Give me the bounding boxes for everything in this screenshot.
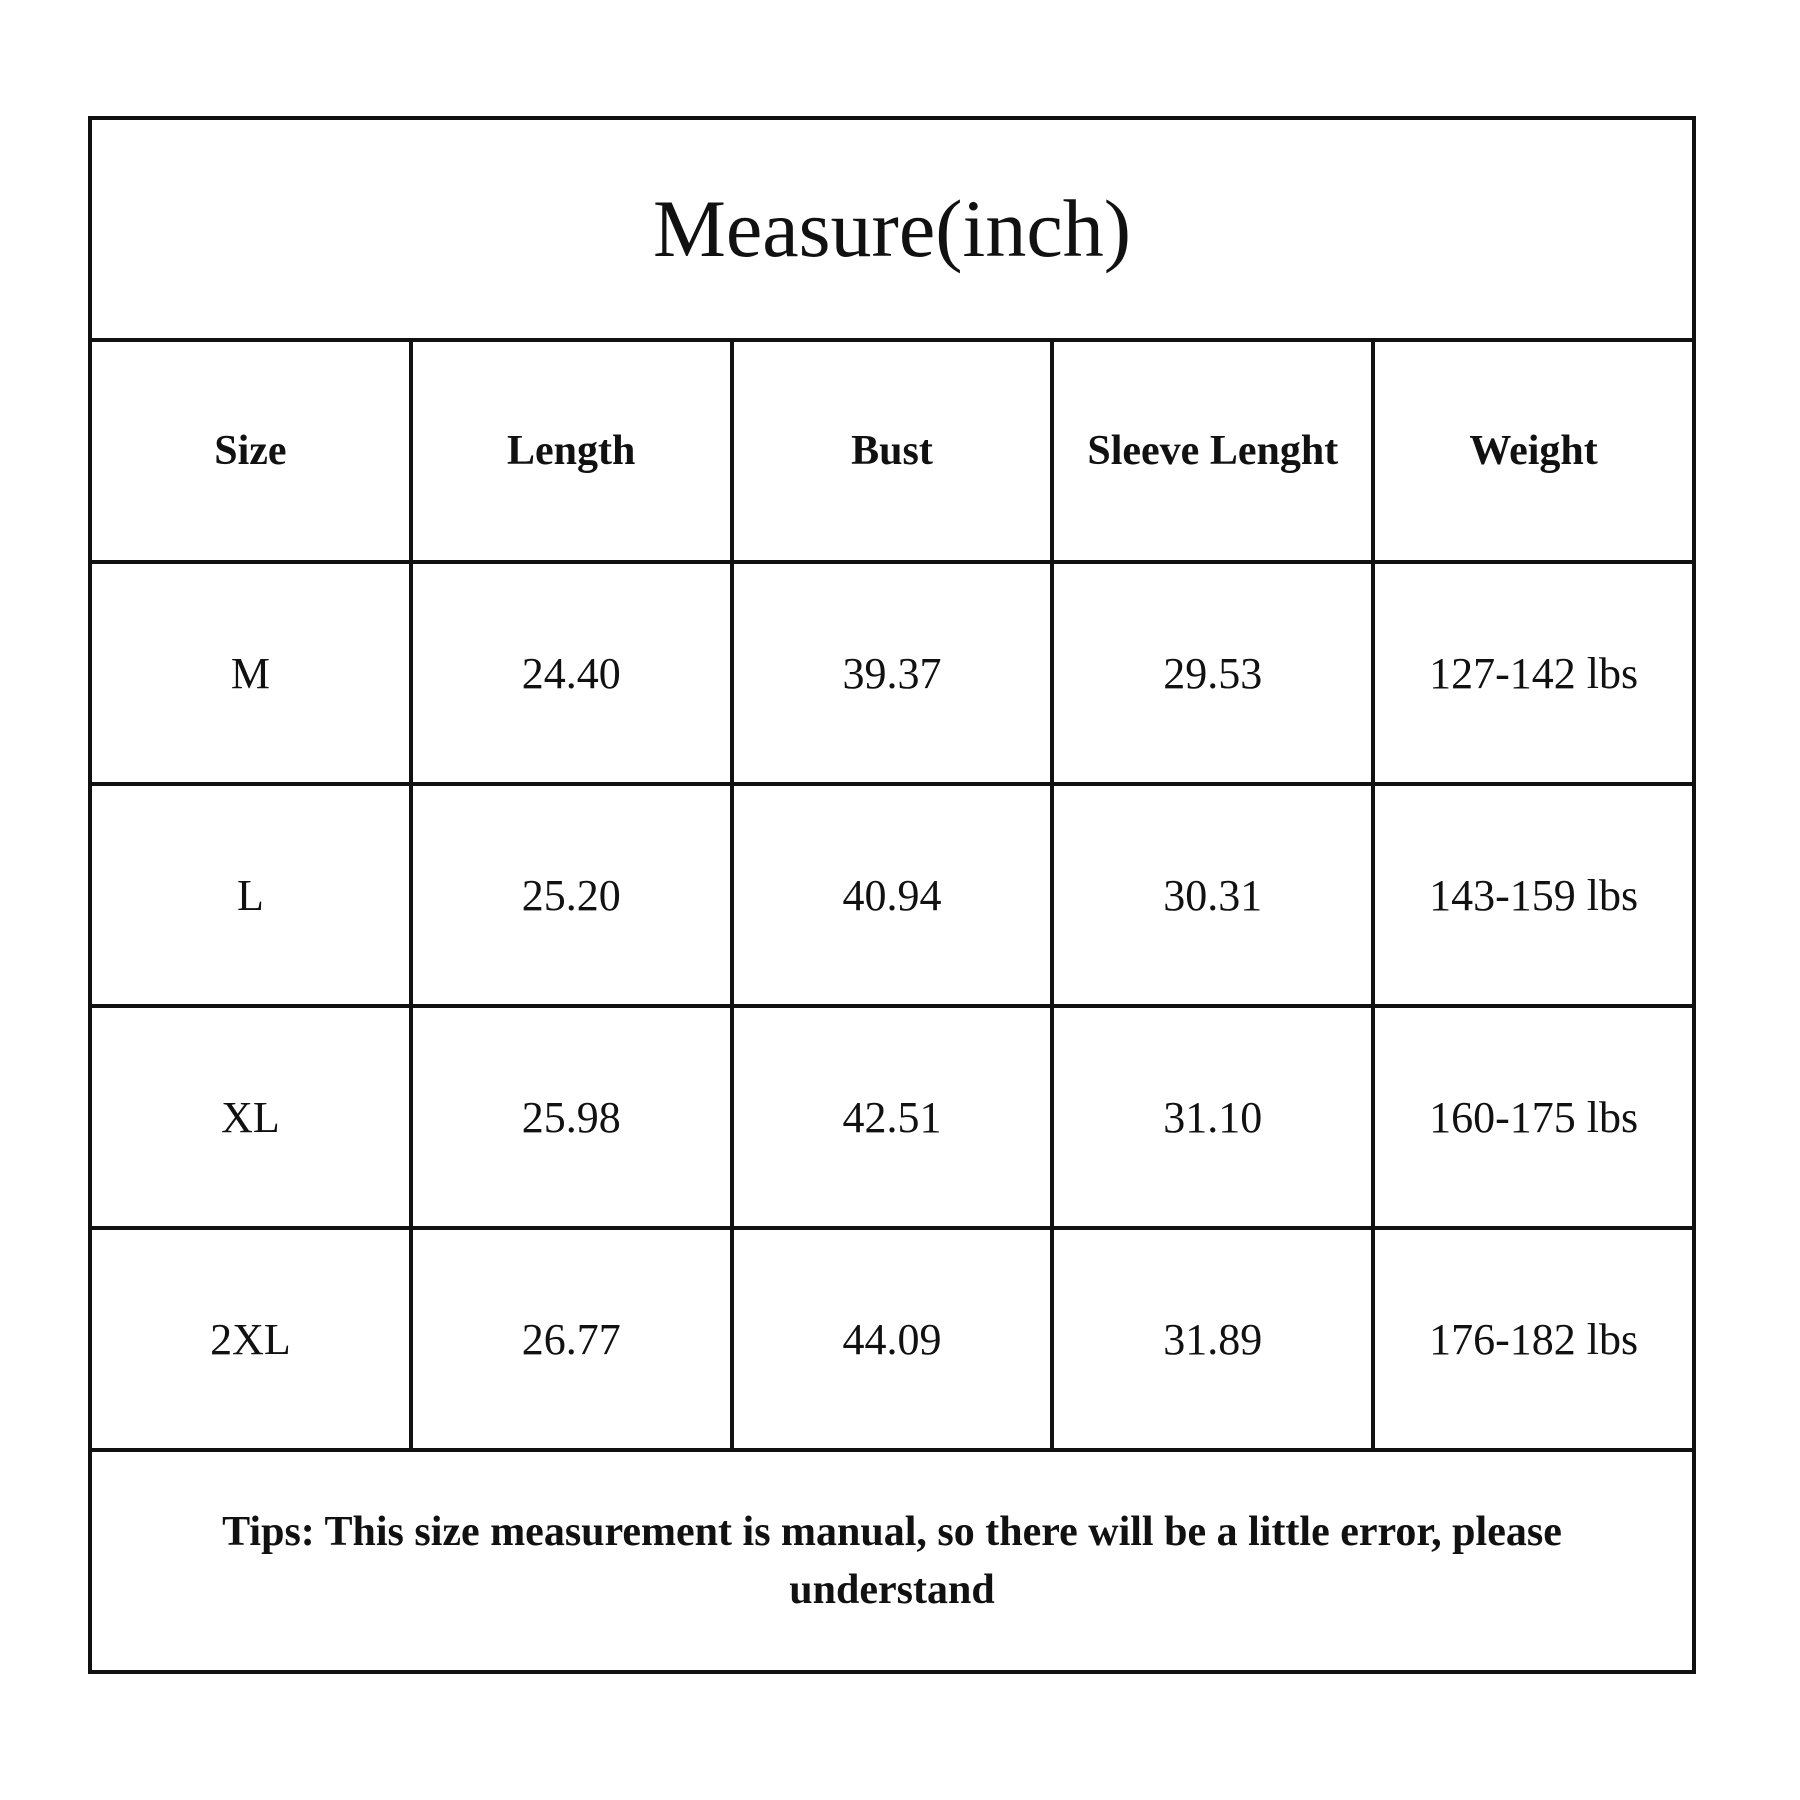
cell-bust: 42.51 (732, 1006, 1053, 1228)
cell-size: 2XL (90, 1228, 411, 1450)
cell-weight: 143-159 lbs (1373, 784, 1694, 1006)
cell-bust: 40.94 (732, 784, 1053, 1006)
cell-sleeve-length: 30.31 (1052, 784, 1373, 1006)
cell-size: L (90, 784, 411, 1006)
cell-bust: 39.37 (732, 562, 1053, 784)
cell-bust: 44.09 (732, 1228, 1053, 1450)
title-row (90, 118, 1694, 340)
column-header-size: Size (90, 340, 411, 562)
cell-length: 25.98 (411, 1006, 732, 1228)
header-row (90, 340, 1694, 562)
cell-length: 25.20 (411, 784, 732, 1006)
table-row (90, 1006, 1694, 1228)
chart-title: Measure(inch) (90, 118, 1694, 340)
tips-note: Tips: This size measurement is manual, so there will be a little error, please understand (90, 1450, 1694, 1672)
size-chart-table (88, 116, 1696, 1674)
cell-weight: 127-142 lbs (1373, 562, 1694, 784)
tips-row (90, 1450, 1694, 1672)
table-row (90, 784, 1694, 1006)
cell-sleeve-length: 31.89 (1052, 1228, 1373, 1450)
cell-weight: 176-182 lbs (1373, 1228, 1694, 1450)
cell-length: 24.40 (411, 562, 732, 784)
column-header-sleeve-length: Sleeve Lenght (1052, 340, 1373, 562)
cell-sleeve-length: 31.10 (1052, 1006, 1373, 1228)
column-header-bust: Bust (732, 340, 1053, 562)
column-header-weight: Weight (1373, 340, 1694, 562)
column-header-length: Length (411, 340, 732, 562)
cell-weight: 160-175 lbs (1373, 1006, 1694, 1228)
cell-size: M (90, 562, 411, 784)
cell-length: 26.77 (411, 1228, 732, 1450)
cell-sleeve-length: 29.53 (1052, 562, 1373, 784)
table-row (90, 562, 1694, 784)
cell-size: XL (90, 1006, 411, 1228)
table-row (90, 1228, 1694, 1450)
